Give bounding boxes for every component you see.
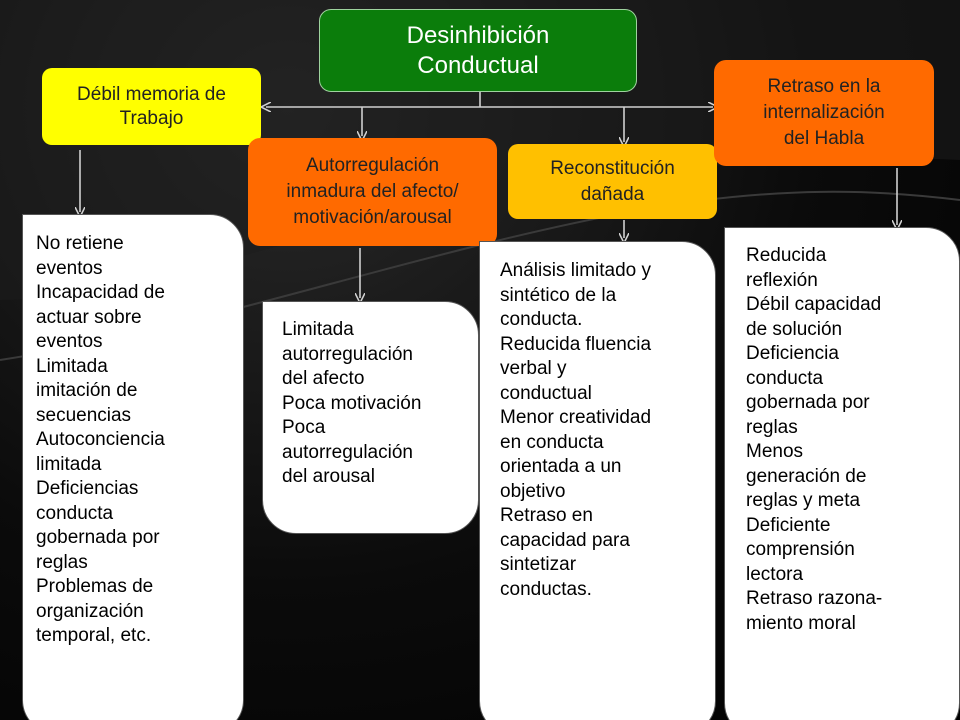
memoria-detail-box [22, 214, 244, 720]
autorregulacion-box [248, 138, 497, 246]
autorregulacion-detail-box [262, 301, 479, 534]
memoria-text: Débil memoria de Trabajo [77, 83, 226, 129]
memoria-detail-text: No retiene eventos Incapacidad de actuar sobre eventos Limitada imitación de secuencias Autoconciencia limitada Deficiencias conducta gobernada por reglas Problemas de organización temporal, etc. [36, 233, 165, 646]
memoria-box [42, 68, 261, 145]
habla-text: Retraso en la internalización del Habla [763, 76, 885, 149]
habla-detail-box [724, 227, 960, 720]
reconstitucion-text: Reconstitución dañada [550, 157, 675, 205]
reconstitucion-detail-text: Análisis limitado y sintético de la conducta. Reducida fluencia verbal y conductual Menor creatividad en conducta orientada a un objetivo Retraso en capacidad para sintetizar conductas. [500, 260, 652, 600]
habla-box [714, 60, 934, 166]
autorregulacion-text: Autorregulación inmadura del afecto/ motivación/arousal [286, 155, 459, 228]
autorregulacion-detail-text: Limitada autorregulación del afecto Poca motivación Poca autorregulación del arousal [282, 319, 422, 487]
reconstitucion-box [508, 144, 717, 219]
title-text: Desinhibición Conductual [406, 21, 550, 79]
habla-detail-text: Reducida reflexión Débil capacidad de solución Deficiencia conducta gobernada por reglas Menos generación de reglas y meta Deficiente comprensión lectora Retraso razona- miento moral [746, 245, 883, 634]
reconstitucion-detail-box [479, 241, 716, 720]
title-box [319, 9, 637, 92]
